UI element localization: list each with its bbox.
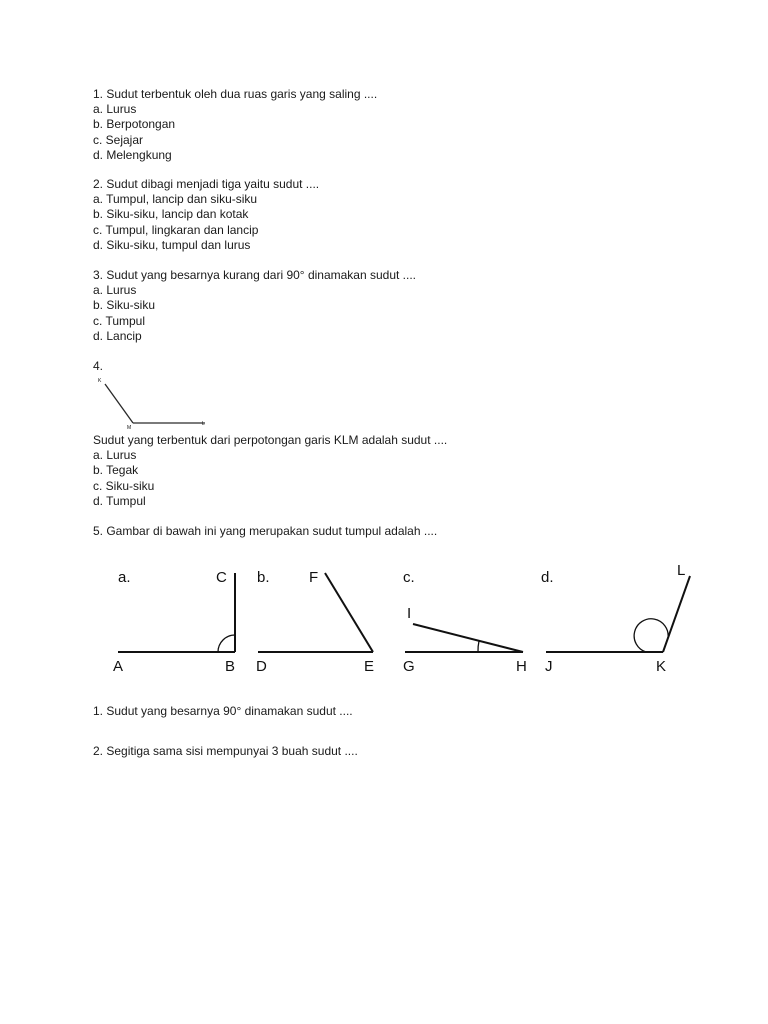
option-a: a. Lurus: [93, 102, 137, 117]
angle-arc-b: [218, 635, 235, 652]
figure-d-obtuse-angle: [541, 562, 690, 675]
option-c: c. Tumpul: [93, 313, 146, 328]
ray-ef: [325, 573, 373, 652]
question-text: 3. Sudut yang besarnya kurang dari 90° dinamakan sudut ....: [93, 268, 417, 282]
option-d: d. Siku-siku, tumpul dan lurus: [93, 237, 251, 252]
question-text: 1. Sudut terbentuk oleh dua ruas garis yang saling ....: [93, 87, 378, 101]
option-label-c: c.: [403, 569, 415, 586]
option-c: c. Tumpul, lingkaran dan lancip: [93, 222, 259, 237]
option-label-b: b.: [257, 569, 270, 586]
question-number: 4.: [93, 359, 104, 373]
figure-b-acute-angle: [256, 569, 374, 675]
option-b: b. Siku-siku, lancip dan kotak: [93, 207, 249, 222]
label-j: J: [545, 658, 553, 675]
option-d: d. Melengkung: [93, 147, 172, 162]
figure-a-right-angle: [113, 569, 235, 675]
label-a: A: [113, 658, 124, 675]
option-a: a. Lurus: [93, 448, 137, 463]
option-b: b. Berpotongan: [93, 117, 176, 132]
label-h: H: [516, 658, 527, 675]
question-text: 2. Sudut dibagi menjadi tiga yaitu sudut ....: [93, 177, 320, 191]
ray-hi: [413, 624, 523, 652]
essay-question-1: [93, 704, 353, 719]
question-text: Sudut yang terbentuk dari perpotongan garis KLM adalah sudut ....: [93, 433, 448, 447]
option-d: d. Tumpul: [93, 493, 146, 508]
label-f: F: [309, 569, 319, 586]
option-label-d: d.: [541, 569, 554, 586]
angle-arc-k: [634, 619, 668, 652]
label-c: C: [216, 569, 227, 586]
option-d: d. Lancip: [93, 328, 142, 343]
option-b: b. Siku-siku: [93, 298, 156, 313]
option-a: a. Tumpul, lancip dan siku-siku: [93, 192, 258, 207]
angle-arc-h: [478, 641, 479, 652]
essay-text: 1. Sudut yang besarnya 90° dinamakan sudut ....: [93, 704, 353, 718]
figure-c-acute-angle: [403, 569, 527, 675]
option-c: c. Siku-siku: [93, 478, 155, 493]
option-b: b. Tegak: [93, 463, 139, 478]
question-text: 5. Gambar di bawah ini yang merupakan sudut tumpul adalah ....: [93, 524, 438, 538]
essay-question-2: [93, 744, 358, 759]
label-l: L: [202, 421, 205, 427]
option-label-a: a.: [118, 569, 131, 586]
label-k: K: [656, 658, 667, 675]
label-l: L: [677, 562, 686, 579]
label-b: B: [225, 658, 236, 675]
label-k: K: [98, 378, 102, 384]
essay-text: 2. Segitiga sama sisi mempunyai 3 buah sudut ....: [93, 744, 358, 758]
option-c: c. Sejajar: [93, 132, 144, 147]
label-m: M: [127, 425, 132, 430]
label-d: D: [256, 658, 267, 675]
label-g: G: [403, 658, 415, 675]
label-i: I: [407, 605, 412, 622]
ray-kl: [663, 576, 690, 652]
label-e: E: [364, 658, 375, 675]
option-a: a. Lurus: [93, 283, 137, 298]
